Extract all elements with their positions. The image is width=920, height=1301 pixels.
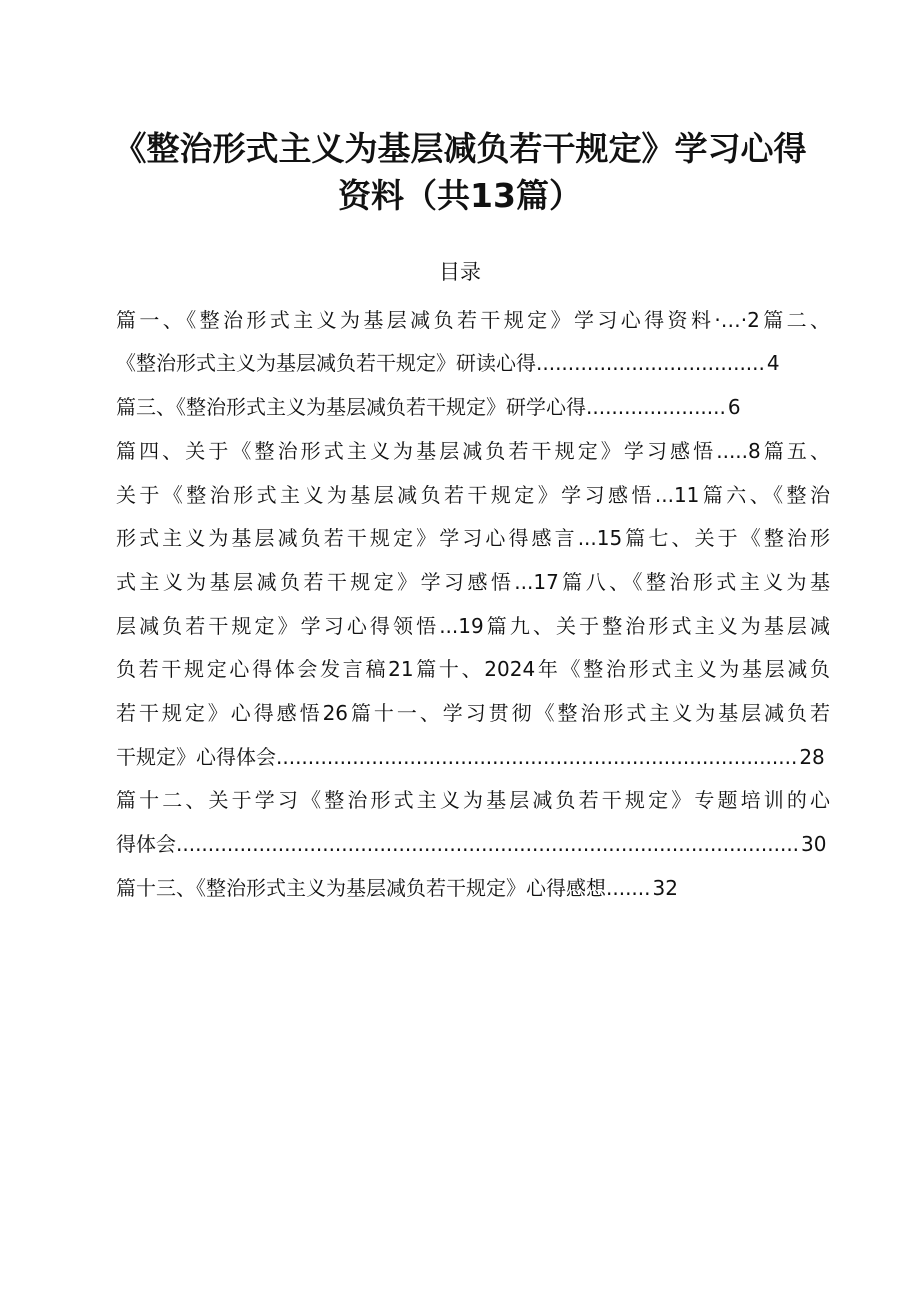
toc-entry-text: 篇三、《整治形式主义为基层减负若干规定》研学心得: [116, 395, 586, 419]
toc-line[interactable]: [116, 873, 678, 903]
document-title-line-2: 资料（共13篇）: [338, 176, 582, 215]
toc-entry-text: 得体会: [116, 832, 176, 856]
toc-line[interactable]: [116, 785, 830, 815]
document-title-line-1: 《整治形式主义为基层减负若干规定》学习心得: [113, 129, 807, 168]
toc-entry-text: 篇十三、《整治形式主义为基层减负若干规定》心得感想: [116, 876, 606, 900]
toc-line[interactable]: [116, 829, 826, 859]
toc-entry-text: 干规定》心得体会: [116, 745, 276, 769]
toc-heading: 目录: [439, 260, 481, 284]
toc-line[interactable]: [116, 567, 830, 597]
toc-entry-text: 负若干规定心得体会发言稿21篇十、2024年《整治形式主义为基层减负: [116, 657, 830, 681]
toc-leader-dots: ..................................................................................: [276, 745, 798, 769]
toc-entry-text: 若干规定》心得感悟26篇十一、学习贯彻《整治形式主义为基层减负若: [116, 701, 830, 725]
toc-entry-text: 《整治形式主义为基层减负若干规定》研读心得: [116, 351, 536, 375]
toc-line[interactable]: [116, 742, 825, 772]
toc-line[interactable]: [116, 523, 830, 553]
toc-line[interactable]: [116, 392, 741, 422]
toc-entry-text: 层减负若干规定》学习心得领悟...19篇九、关于整治形式主义为基层减: [116, 614, 830, 638]
toc-leader-dots: ..................................................................................................: [176, 832, 800, 856]
toc-leader-dots: ....................................: [536, 351, 765, 375]
toc-leader-dots: .......: [606, 876, 651, 900]
toc-page-number: 30: [801, 832, 827, 856]
toc-leader-dots: ......................: [586, 395, 726, 419]
toc-page-number: 4: [766, 351, 780, 375]
toc-page-number: 6: [727, 395, 741, 419]
toc-line[interactable]: [116, 305, 830, 335]
toc-line[interactable]: [116, 611, 830, 641]
toc-entry-text: 关于《整治形式主义为基层减负若干规定》学习感悟...11篇六、《整治: [116, 483, 830, 507]
toc-line[interactable]: [116, 348, 780, 378]
toc-page-number: 28: [799, 745, 825, 769]
toc-entry-text: 篇一、《整治形式主义为基层减负若干规定》学习心得资料·…·2篇二、: [116, 308, 830, 332]
toc-line[interactable]: [116, 436, 830, 466]
toc-line[interactable]: [116, 480, 830, 510]
toc-entry-text: 篇十二、关于学习《整治形式主义为基层减负若干规定》专题培训的心: [116, 788, 830, 812]
toc-entry-text: 形式主义为基层减负若干规定》学习心得感言...15篇七、关于《整治形: [116, 526, 830, 550]
toc-line[interactable]: [116, 654, 830, 684]
toc-entry-text: 式主义为基层减负若干规定》学习感悟...17篇八、《整治形式主义为基: [116, 570, 830, 594]
toc-entry-text: 篇四、关于《整治形式主义为基层减负若干规定》学习感悟.....8篇五、: [116, 439, 830, 463]
toc-page-number: 32: [652, 876, 678, 900]
toc-line[interactable]: [116, 698, 830, 728]
